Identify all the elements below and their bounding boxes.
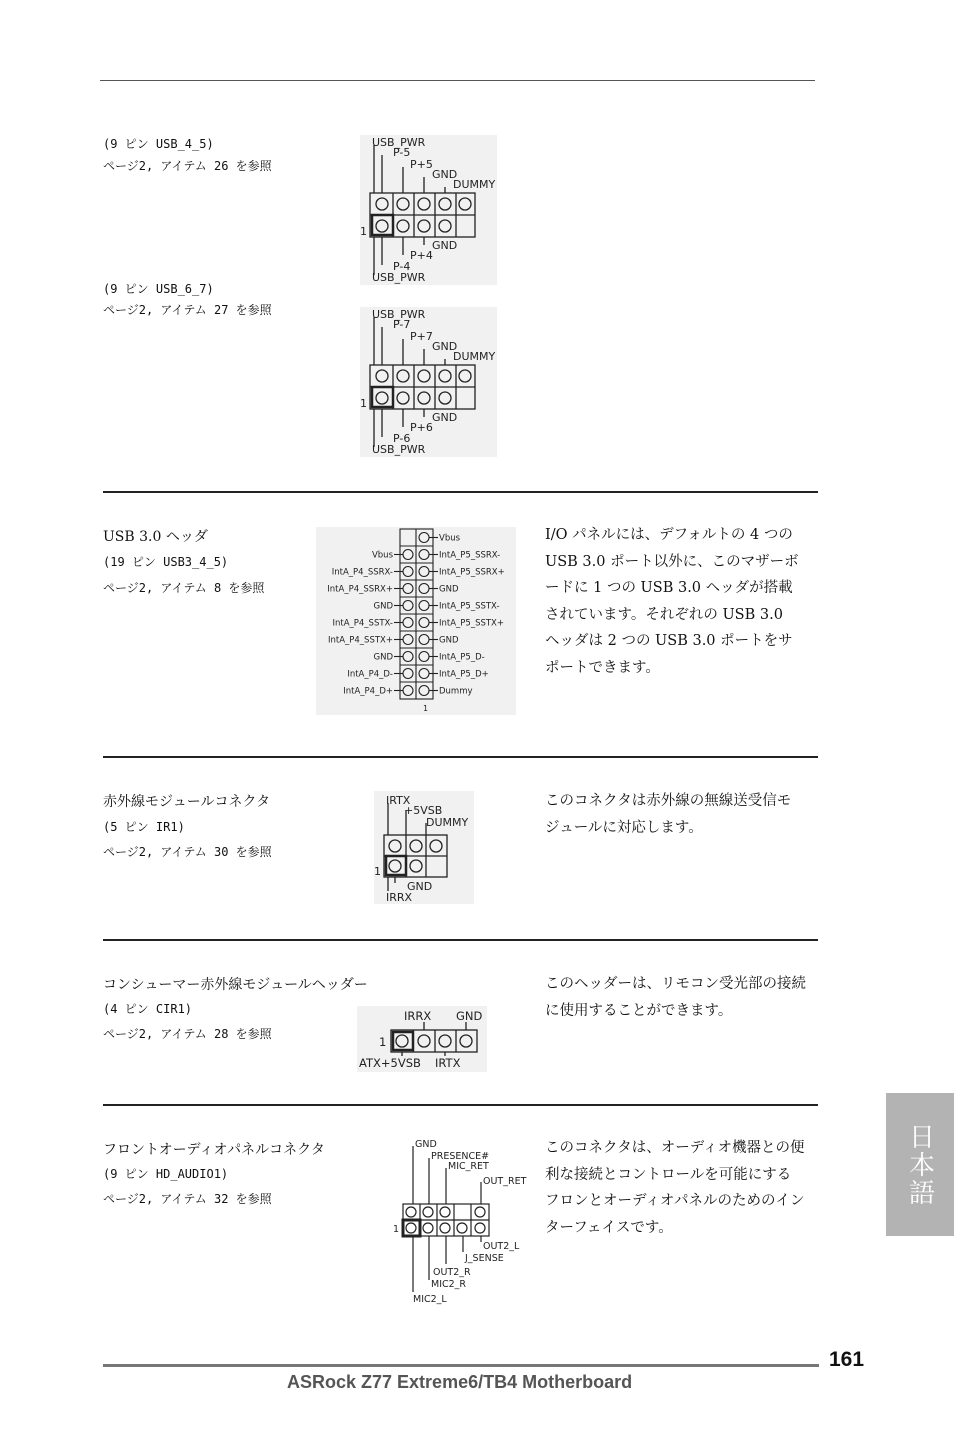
usb30-pin bbox=[419, 686, 429, 696]
desc-line: されています。それぞれの USB 3.0 bbox=[545, 606, 783, 623]
usb30-left-label: IntA_P4_SSTX- bbox=[332, 618, 393, 629]
cir-label: GND bbox=[456, 1009, 483, 1023]
usb30-pin bbox=[403, 635, 413, 645]
usb30-pin bbox=[403, 567, 413, 577]
section-divider bbox=[103, 756, 818, 758]
cir-ref: ページ2, アイテム 28 を参照 bbox=[103, 1027, 272, 1041]
desc-line: ードに 1 つの USB 3.0 ヘッダが搭載 bbox=[545, 580, 793, 596]
usb30-right-label: GND bbox=[439, 635, 459, 646]
desc-line: I/O パネルには、デフォルトの 4 つの bbox=[545, 527, 793, 543]
top-rule bbox=[100, 80, 815, 81]
usb30-right-label: IntA_P5_D+ bbox=[439, 669, 489, 680]
footer-title: ASRock Z77 Extreme6/TB4 Motherboard bbox=[287, 1372, 633, 1392]
usb30-pin bbox=[419, 618, 429, 628]
usb30-left-label: IntA_P4_D+ bbox=[343, 686, 393, 697]
usb30-right-label: GND bbox=[439, 584, 459, 595]
usb30-pin bbox=[403, 601, 413, 611]
ir-ref: ページ2, アイテム 30 を参照 bbox=[103, 845, 272, 859]
usb45-label: P+4 bbox=[410, 249, 433, 262]
usb67-label: GND bbox=[432, 411, 458, 424]
ir-pins: (5 ピン IR1) bbox=[103, 820, 185, 834]
usb45-label: P-4 bbox=[393, 260, 411, 273]
usb45-label: USB_PWR bbox=[372, 136, 426, 149]
desc-line: 利な接続とコントロールを可能にする bbox=[545, 1166, 792, 1183]
usb30-pin bbox=[419, 669, 429, 679]
usb30-pin bbox=[403, 669, 413, 679]
usb30-pins: (19 ピン USB3_4_5) bbox=[103, 555, 229, 569]
usb67-label: P+6 bbox=[410, 421, 433, 434]
usb45-label: USB_PWR bbox=[372, 271, 426, 284]
usb45-label: 1 bbox=[360, 225, 367, 238]
audio-label: GND bbox=[415, 1139, 437, 1150]
language-tab-label: 日本語 bbox=[904, 1122, 935, 1207]
ir-label: DUMMY bbox=[426, 816, 469, 829]
cir-label: IRRX bbox=[404, 1009, 432, 1023]
usb30-pin bbox=[419, 584, 429, 594]
usb67-ref: ページ2, アイテム 27 を参照 bbox=[103, 303, 272, 317]
usb30-right-label: Vbus bbox=[439, 533, 461, 544]
usb45-ref: ページ2, アイテム 26 を参照 bbox=[103, 159, 272, 173]
usb45-label: GND bbox=[432, 239, 458, 252]
cir-pinout-diagram bbox=[357, 1006, 487, 1072]
desc-line: USB 3.0 ポート以外に、このマザーボ bbox=[545, 553, 799, 570]
ir-label: GND bbox=[407, 880, 433, 893]
desc-line: ヘッダは 2 つの USB 3.0 ポートをサ bbox=[545, 633, 793, 649]
usb30-pin bbox=[403, 618, 413, 628]
usb30-pin bbox=[419, 601, 429, 611]
page-number: 161 bbox=[829, 1348, 865, 1371]
usb30-right-label: IntA_P5_SSRX- bbox=[439, 550, 501, 561]
usb30-pin bbox=[403, 550, 413, 560]
usb45-label: P-5 bbox=[393, 146, 411, 159]
audio-title: フロントオーディオパネルコネクタ bbox=[103, 1142, 325, 1158]
usb30-pin bbox=[419, 533, 429, 543]
desc-line: に使用することができます。 bbox=[545, 1002, 733, 1019]
usb45-pinout-diagram bbox=[360, 135, 497, 285]
audio-label: OUT2_L bbox=[483, 1241, 520, 1252]
usb67-label: 1 bbox=[360, 397, 367, 410]
ir-label: IRRX bbox=[386, 891, 413, 904]
usb30-right-label: IntA_P5_SSTX+ bbox=[439, 618, 505, 629]
section-divider bbox=[103, 491, 818, 493]
cir-label: 1 bbox=[379, 1035, 387, 1049]
usb67-label: DUMMY bbox=[453, 350, 496, 363]
usb67-pinout-diagram bbox=[360, 307, 497, 457]
usb67-pins: (9 ピン USB_6_7) bbox=[103, 282, 214, 296]
usb30-right-label: Dummy bbox=[439, 686, 473, 697]
usb30-pin bbox=[403, 584, 413, 594]
usb30-pin bbox=[419, 567, 429, 577]
section-divider bbox=[103, 1104, 818, 1106]
usb67-label: USB_PWR bbox=[372, 308, 426, 321]
audio-label: 1 bbox=[393, 1224, 400, 1235]
desc-line: このコネクタは、オーディオ機器との便 bbox=[545, 1140, 805, 1156]
usb67-label: P-7 bbox=[393, 318, 411, 331]
usb30-left-label: GND bbox=[373, 601, 393, 612]
usb30-right-label: IntA_P5_D- bbox=[439, 652, 485, 663]
audio-label: OUT2_R bbox=[433, 1267, 471, 1278]
ir-label: IRTX bbox=[386, 794, 411, 807]
cir-description bbox=[545, 971, 820, 1024]
usb30-left-label: IntA_P4_SSTX+ bbox=[327, 635, 393, 646]
section-divider bbox=[103, 939, 818, 941]
audio-label: J_SENSE bbox=[465, 1253, 504, 1264]
usb30-description bbox=[545, 522, 820, 681]
usb30-ref: ページ2, アイテム 8 を参照 bbox=[103, 581, 265, 595]
desc-line: ジュールに対応します。 bbox=[545, 819, 703, 836]
ir-description bbox=[545, 788, 820, 841]
usb67-label: GND bbox=[432, 340, 458, 353]
desc-line: ターフェイスです。 bbox=[545, 1219, 673, 1236]
usb30-pin bbox=[419, 635, 429, 645]
audio-pins: (9 ピン HD_AUDIO1) bbox=[103, 1167, 229, 1181]
audio-label: PRESENCE# bbox=[431, 1151, 490, 1162]
audio-description bbox=[545, 1135, 820, 1241]
usb30-left-label: IntA_P4_SSRX- bbox=[331, 567, 393, 578]
usb67-label: USB_PWR bbox=[372, 443, 426, 456]
audio-label: MIC2_R bbox=[431, 1279, 467, 1290]
desc-line: ポートできます。 bbox=[545, 659, 660, 676]
desc-line: このコネクタは赤外線の無線送受信モ bbox=[545, 793, 792, 809]
ir-pinout-diagram bbox=[374, 791, 474, 904]
ir-title: 赤外線モジュールコネクタ bbox=[103, 794, 271, 810]
desc-line: フロンとオーディオパネルのためのイン bbox=[545, 1193, 805, 1209]
usb30-right-label: IntA_P5_SSRX+ bbox=[439, 567, 505, 578]
cir-label: IRTX bbox=[435, 1056, 461, 1070]
ir-label: 1 bbox=[374, 865, 381, 878]
audio-label: OUT_RET bbox=[483, 1176, 527, 1187]
ir-label: +5VSB bbox=[404, 804, 443, 817]
usb45-label: DUMMY bbox=[453, 178, 496, 191]
usb30-left-label: IntA_P4_SSRX+ bbox=[327, 584, 393, 595]
usb30-pin bbox=[403, 686, 413, 696]
cir-label: ATX+5VSB bbox=[359, 1056, 421, 1070]
usb45-pins: (9 ピン USB_4_5) bbox=[103, 137, 214, 151]
footer-rule bbox=[103, 1364, 819, 1367]
usb45-label: GND bbox=[432, 168, 458, 181]
usb30-title: USB 3.0 ヘッダ bbox=[103, 529, 208, 545]
usb30-left-label: IntA_P4_D- bbox=[347, 669, 393, 680]
usb30-pinout-diagram bbox=[316, 527, 516, 715]
usb30-pin1-label: 1 bbox=[423, 704, 429, 713]
cir-pins: (4 ピン CIR1) bbox=[103, 1002, 193, 1016]
usb30-pin bbox=[419, 550, 429, 560]
audio-pinout-diagram bbox=[393, 1136, 533, 1308]
usb30-right-label: IntA_P5_SSTX- bbox=[439, 601, 500, 612]
audio-label: MIC_RET bbox=[448, 1161, 489, 1172]
usb30-pin bbox=[419, 652, 429, 662]
language-tab bbox=[886, 1093, 954, 1236]
usb67-label: P-6 bbox=[393, 432, 411, 445]
usb30-left-label: Vbus bbox=[371, 550, 393, 561]
usb45-label: P+5 bbox=[410, 158, 433, 171]
audio-label: MIC2_L bbox=[413, 1294, 447, 1305]
cir-title: コンシューマー赤外線モジュールヘッダー bbox=[103, 977, 368, 993]
usb30-pin bbox=[403, 652, 413, 662]
usb67-label: P+7 bbox=[410, 330, 433, 343]
usb30-left-label: GND bbox=[373, 652, 393, 663]
audio-ref: ページ2, アイテム 32 を参照 bbox=[103, 1192, 272, 1206]
desc-line: このヘッダーは、リモコン受光部の接続 bbox=[545, 976, 806, 992]
